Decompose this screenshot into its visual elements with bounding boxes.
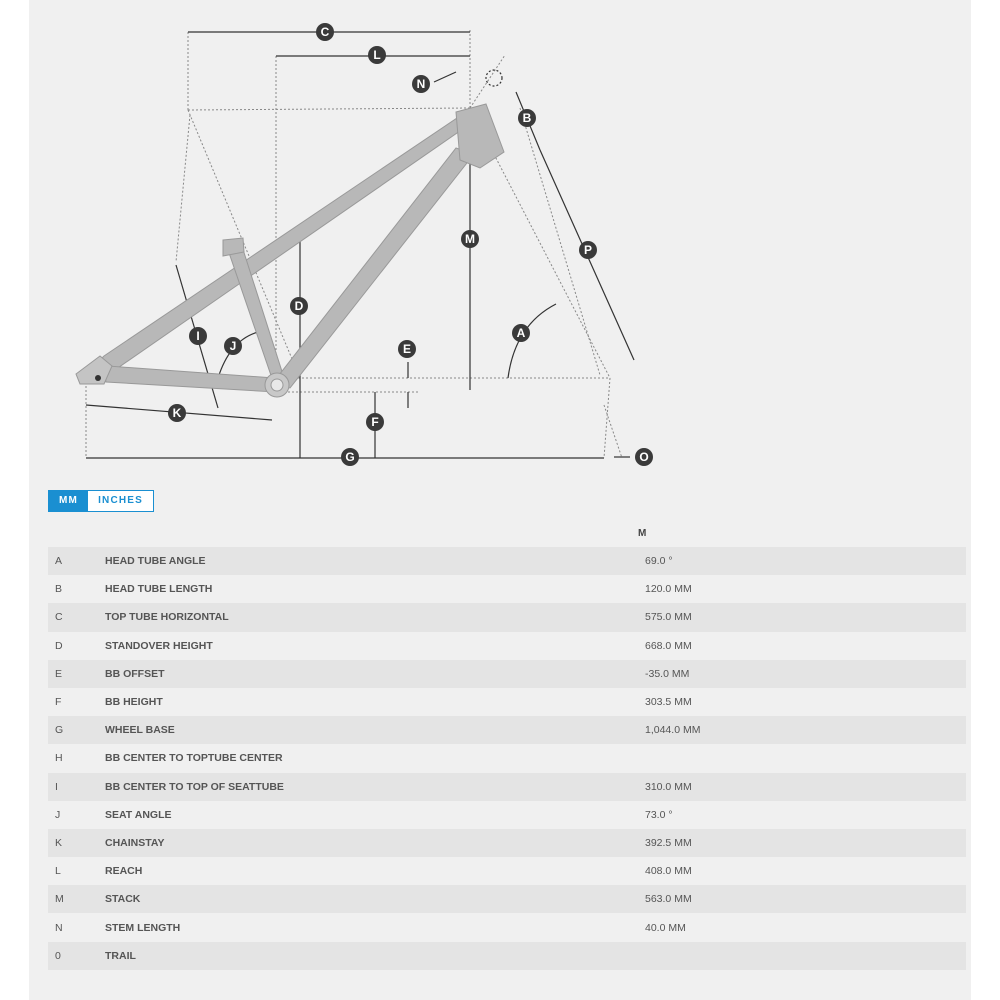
callout-O	[635, 448, 653, 466]
svg-text:E: E	[402, 342, 412, 356]
svg-text:N: N	[416, 77, 426, 91]
table-row	[48, 716, 966, 744]
row-letter: F	[48, 688, 105, 716]
row-value: 563.0 MM	[645, 885, 966, 913]
row-measurement-name: TOP TUBE HORIZONTAL	[105, 603, 645, 631]
row-measurement-name: STACK	[105, 885, 645, 913]
row-measurement-name: CHAINSTAY	[105, 829, 645, 857]
svg-text:A: A	[516, 326, 526, 340]
row-letter: I	[48, 773, 105, 801]
table-row	[48, 660, 966, 688]
table-row	[48, 547, 966, 575]
callout-M	[461, 230, 479, 248]
svg-text:G: G	[345, 450, 355, 464]
callout-K	[168, 404, 186, 422]
row-value: 310.0 MM	[645, 773, 966, 801]
row-measurement-name: HEAD TUBE ANGLE	[105, 547, 645, 575]
table-row	[48, 857, 966, 885]
callout-J	[224, 337, 242, 355]
table-row	[48, 603, 966, 631]
table-row	[48, 885, 966, 913]
callout-D	[290, 297, 308, 315]
table-row	[48, 575, 966, 603]
callout-E	[398, 340, 416, 358]
row-letter: E	[48, 660, 105, 688]
callout-N	[412, 75, 430, 93]
row-value: 69.0 °	[645, 547, 966, 575]
table-row	[48, 773, 966, 801]
callout-I	[189, 327, 207, 345]
row-measurement-name: HEAD TUBE LENGTH	[105, 575, 645, 603]
table-row	[48, 913, 966, 941]
svg-text:B: B	[522, 111, 532, 125]
table-row	[48, 688, 966, 716]
svg-text:P: P	[583, 243, 593, 257]
table-row	[48, 632, 966, 660]
row-measurement-name: SEAT ANGLE	[105, 801, 645, 829]
dimension-arrows	[86, 32, 634, 458]
row-value: 303.5 MM	[645, 688, 966, 716]
unit-mm-button[interactable]: MM	[49, 491, 88, 511]
callout-F	[366, 413, 384, 431]
row-letter: C	[48, 603, 105, 631]
row-letter: N	[48, 913, 105, 941]
row-letter: H	[48, 744, 105, 772]
row-measurement-name: BB OFFSET	[105, 660, 645, 688]
table-row	[48, 829, 966, 857]
row-measurement-name: BB HEIGHT	[105, 688, 645, 716]
row-letter: 0	[48, 942, 105, 970]
svg-text:L: L	[373, 48, 381, 62]
bike-frame	[76, 104, 504, 397]
row-measurement-name: WHEEL BASE	[105, 716, 645, 744]
size-column-header: M	[638, 528, 647, 539]
row-letter: G	[48, 716, 105, 744]
row-value	[645, 942, 966, 970]
table-row	[48, 942, 966, 970]
row-measurement-name: BB CENTER TO TOP OF SEATTUBE	[105, 773, 645, 801]
row-value: 392.5 MM	[645, 829, 966, 857]
callout-P	[579, 241, 597, 259]
frame-geometry-diagram	[0, 0, 1000, 480]
svg-text:I: I	[196, 329, 200, 343]
unit-toggle	[48, 490, 154, 512]
svg-text:C: C	[320, 25, 330, 39]
svg-text:K: K	[172, 406, 182, 420]
callout-A	[512, 324, 530, 342]
row-value: 120.0 MM	[645, 575, 966, 603]
row-measurement-name: TRAIL	[105, 942, 645, 970]
geometry-table	[48, 547, 966, 970]
row-measurement-name: REACH	[105, 857, 645, 885]
svg-text:J: J	[229, 339, 237, 353]
row-value: 408.0 MM	[645, 857, 966, 885]
row-measurement-name: STANDOVER HEIGHT	[105, 632, 645, 660]
unit-inches-button[interactable]: INCHES	[88, 491, 153, 511]
row-letter: D	[48, 632, 105, 660]
row-value: 1,044.0 MM	[645, 716, 966, 744]
row-value: 73.0 °	[645, 801, 966, 829]
svg-text:D: D	[294, 299, 304, 313]
row-letter: B	[48, 575, 105, 603]
row-measurement-name: BB CENTER TO TOPTUBE CENTER	[105, 744, 645, 772]
callout-G	[341, 448, 359, 466]
row-letter: J	[48, 801, 105, 829]
callout-B	[518, 109, 536, 127]
table-row	[48, 801, 966, 829]
row-letter: A	[48, 547, 105, 575]
row-value: 40.0 MM	[645, 913, 966, 941]
svg-text:F: F	[371, 415, 379, 429]
svg-text:M: M	[465, 232, 475, 246]
row-value	[645, 744, 966, 772]
svg-text:O: O	[639, 450, 649, 464]
row-letter: L	[48, 857, 105, 885]
callout-C	[316, 23, 334, 41]
row-value: -35.0 MM	[645, 660, 966, 688]
row-measurement-name: STEM LENGTH	[105, 913, 645, 941]
row-value: 575.0 MM	[645, 603, 966, 631]
row-value: 668.0 MM	[645, 632, 966, 660]
row-letter: M	[48, 885, 105, 913]
table-row	[48, 744, 966, 772]
callout-L	[368, 46, 386, 64]
dimension-lines	[86, 30, 622, 458]
row-letter: K	[48, 829, 105, 857]
